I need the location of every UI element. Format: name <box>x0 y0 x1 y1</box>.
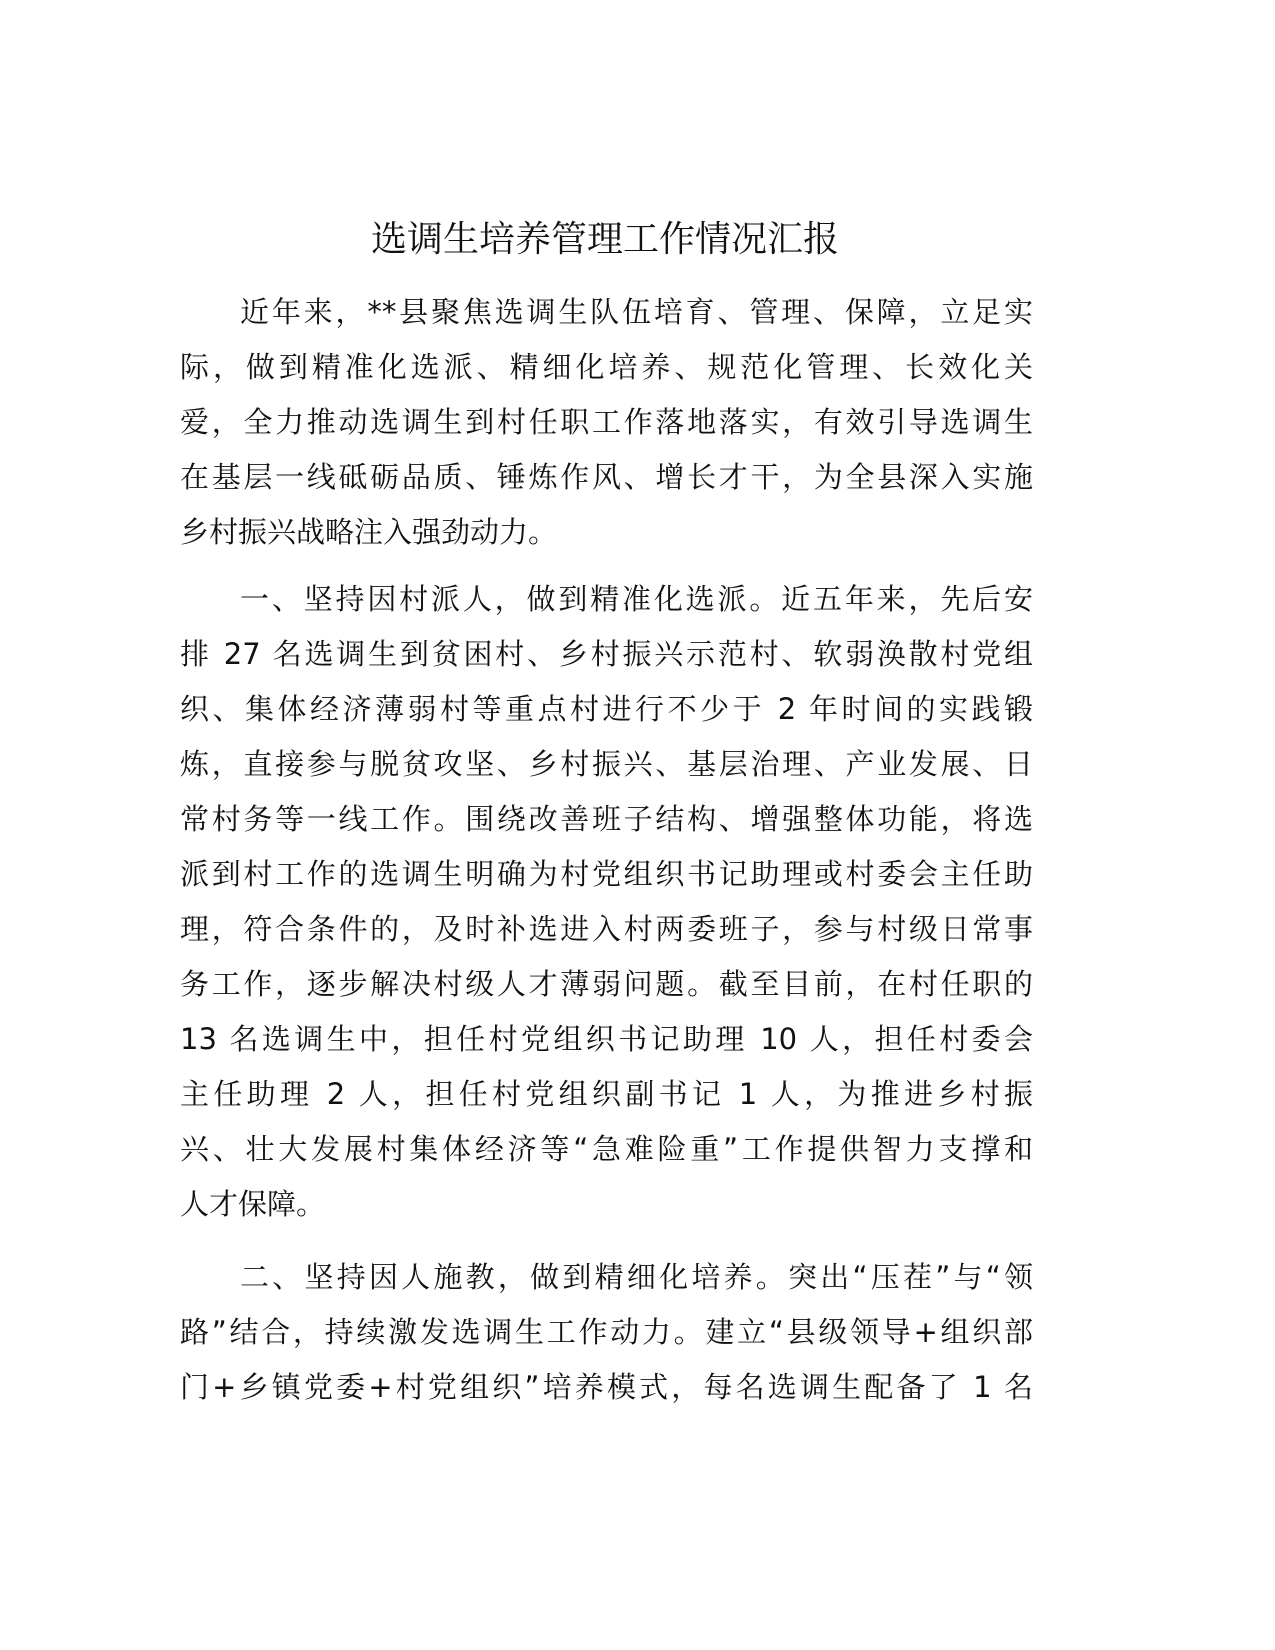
text-line: 一、坚持因村派人，做到精准化选派。近五年来，先后安 <box>240 582 1033 616</box>
paragraph-section-2 <box>180 1250 1033 1415</box>
paragraph-intro <box>180 285 1033 560</box>
text-line: 门+乡镇党委+村党组织”培养模式，每名选调生配备了 1 名 <box>180 1370 1033 1404</box>
paragraph-section-1 <box>180 572 1033 1232</box>
text-line: 派到村工作的选调生明确为村党组织书记助理或村委会主任助 <box>180 857 1033 891</box>
text-line: 排 27 名选调生到贫困村、乡村振兴示范村、软弱涣散村党组 <box>180 637 1033 671</box>
text-line: 路”结合，持续激发选调生工作动力。建立“县级领导+组织部 <box>180 1315 1033 1349</box>
text-line: 理，符合条件的，及时补选进入村两委班子，参与村级日常事 <box>180 912 1033 946</box>
text-line: 兴、壮大发展村集体经济等“急难险重”工作提供智力支撑和 <box>180 1132 1033 1166</box>
text-line: 在基层一线砥砺品质、锤炼作风、增长才干，为全县深入实施 <box>180 460 1033 494</box>
text-line: 织、集体经济薄弱村等重点村进行不少于 2 年时间的实践锻 <box>180 692 1033 726</box>
text-line: 务工作，逐步解决村级人才薄弱问题。截至目前，在村任职的 <box>180 967 1033 1001</box>
text-line: 际，做到精准化选派、精细化培养、规范化管理、长效化关 <box>180 350 1033 384</box>
text-line: 主任助理 2 人，担任村党组织副书记 1 人，为推进乡村振 <box>180 1077 1033 1111</box>
text-line: 乡村振兴战略注入强劲动力。 <box>180 515 558 549</box>
text-line: 二、坚持因人施教，做到精细化培养。突出“压茬”与“领 <box>240 1260 1033 1294</box>
text-line: 爱，全力推动选调生到村任职工作落地落实，有效引导选调生 <box>180 405 1033 439</box>
text-line: 常村务等一线工作。围绕改善班子结构、增强整体功能，将选 <box>180 802 1033 836</box>
text-line: 炼，直接参与脱贫攻坚、乡村振兴、基层治理、产业发展、日 <box>180 747 1033 781</box>
text-line: 近年来，**县聚焦选调生队伍培育、管理、保障，立足实 <box>240 295 1033 329</box>
text-line: 13 名选调生中，担任村党组织书记助理 10 人，担任村委会 <box>180 1022 1033 1056</box>
document-title: 选调生培养管理工作情况汇报 <box>370 219 839 260</box>
text-line: 人才保障。 <box>180 1187 326 1221</box>
